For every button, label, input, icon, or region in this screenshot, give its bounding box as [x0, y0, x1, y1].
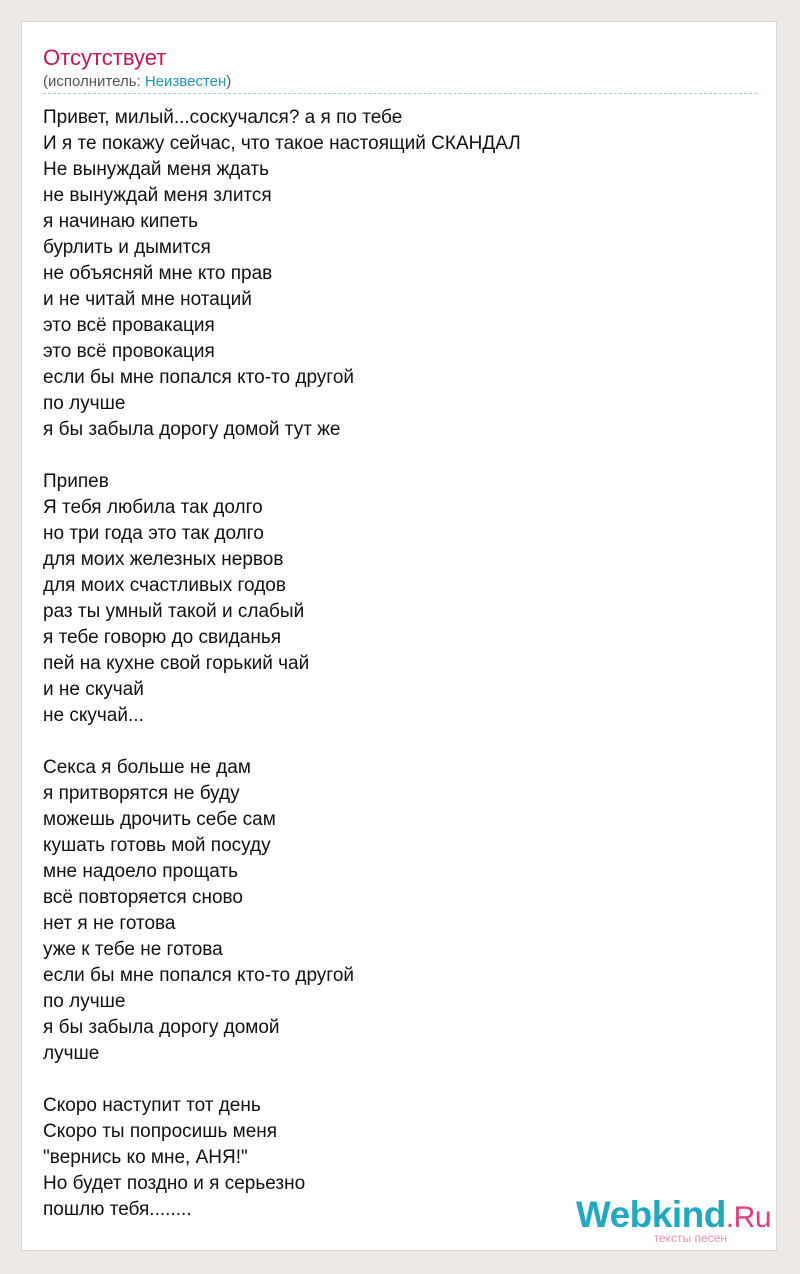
lyric-line: если бы мне попался кто-то другой [43, 965, 355, 986]
lyric-line: лучше [43, 1043, 100, 1064]
lyric-line: но три года это так долго [43, 523, 264, 544]
lyric-line: Припев [43, 471, 109, 492]
lyric-line: Не вынуждай меня ждать [43, 159, 270, 180]
artist-prefix: (исполнитель: [43, 73, 145, 90]
lyric-line: это всё провокация [43, 341, 215, 362]
webkind-logo[interactable] [571, 1195, 771, 1247]
lyric-line: для моих счастливых годов [43, 575, 286, 596]
lyrics-card [21, 21, 777, 1251]
lyric-line: Привет, милый...соскучался? а я по тебе [43, 107, 403, 128]
lyric-line: нет я не готова [43, 913, 176, 934]
lyric-line: я притворятся не буду [43, 783, 240, 804]
lyric-line: кушать готовь мой посуду [43, 835, 271, 856]
lyric-line: если бы мне попался кто-то другой [43, 367, 355, 388]
title-divider [43, 93, 757, 94]
lyric-line: пошлю тебя........ [43, 1199, 192, 1220]
lyric-line: Скоро наступит тот день [43, 1095, 261, 1116]
lyric-line: мне надоело прощать [43, 861, 239, 882]
lyric-line: всё повторяется сново [43, 887, 243, 908]
lyric-line: я бы забыла дорогу домой [43, 1017, 280, 1038]
lyric-line: Но будет поздно и я серьезно [43, 1173, 306, 1194]
lyric-line: по лучше [43, 393, 126, 414]
lyric-line: и не скучай [43, 679, 144, 700]
lyric-line: по лучше [43, 991, 126, 1012]
song-title: Отсутствует [43, 45, 167, 70]
lyric-line: пей на кухне свой горький чай [43, 653, 310, 674]
lyric-line: я бы забыла дорогу домой тут же [43, 419, 341, 440]
lyric-line: это всё провакация [43, 315, 215, 336]
lyric-line: я начинаю кипеть [43, 211, 199, 232]
artist-line [43, 73, 231, 91]
lyric-line: можешь дрочить себе сам [43, 809, 276, 830]
lyric-line: не скучай... [43, 705, 144, 726]
lyric-line: "вернись ко мне, АНЯ!" [43, 1147, 248, 1168]
lyric-line: бурлить и дымится [43, 237, 211, 258]
lyric-line: раз ты умный такой и слабый [43, 601, 305, 622]
stanza-break [43, 1067, 743, 1093]
artist-link[interactable]: Неизвестен [144, 73, 227, 90]
stanza-break [43, 443, 743, 469]
lyric-line: и не читай мне нотаций [43, 289, 252, 310]
logo-main: Webkind [575, 1194, 726, 1235]
logo-tagline: тексты песен [653, 1231, 727, 1245]
artist-suffix: ) [226, 73, 232, 90]
lyric-line: не объясняй мне кто прав [43, 263, 273, 284]
lyric-line: Я тебя любила так долго [43, 497, 263, 518]
lyric-line: не вынуждай меня злится [43, 185, 272, 206]
logo-tld: .Ru [725, 1201, 771, 1234]
lyric-line: я тебе говорю до свиданья [43, 627, 282, 648]
lyric-line: уже к тебе не готова [43, 939, 223, 960]
lyric-line: И я те покажу сейчас, что такое настоящий СКАНДАЛ [43, 133, 521, 154]
lyrics-text [43, 105, 743, 1223]
lyric-line: Скоро ты попросишь меня [43, 1121, 278, 1142]
lyric-line: для моих железных нервов [43, 549, 284, 570]
stanza-break [43, 729, 743, 755]
lyric-line: Секса я больше не дам [43, 757, 251, 778]
